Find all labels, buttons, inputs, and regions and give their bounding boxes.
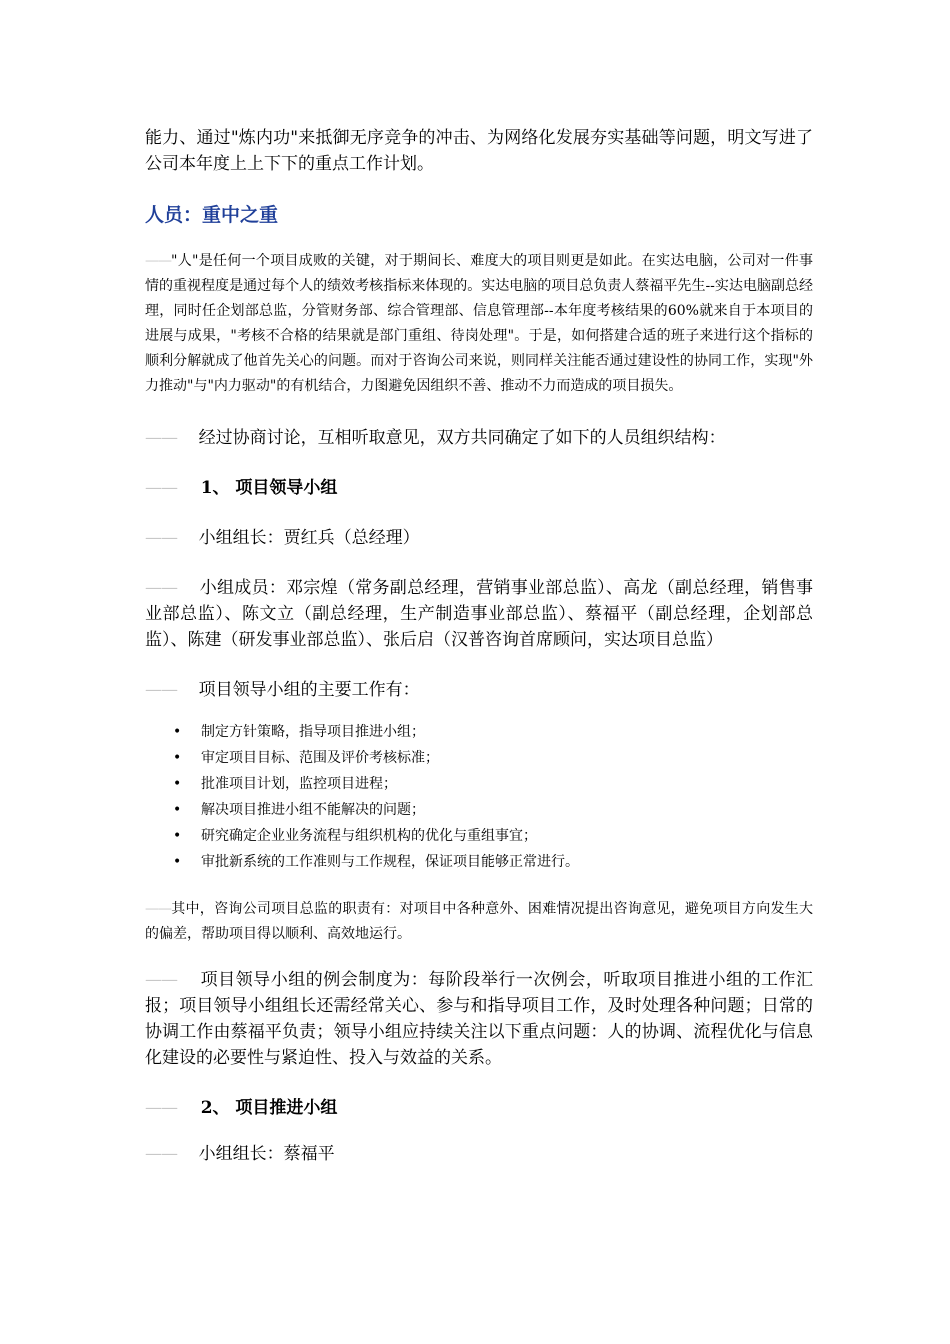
group1-duties-intro-text: 项目领导小组的主要工作有：	[198, 680, 420, 700]
list-item: • 解决项目推进小组不能解决的问题；	[145, 797, 813, 823]
list-item: • 审定项目目标、范围及评价考核标准；	[145, 745, 813, 771]
bullet-icon: •	[173, 802, 182, 818]
paragraph-text: 经过协商讨论，互相听取意见，双方共同确定了如下的人员组织结构：	[198, 428, 726, 448]
indent-dash: ——	[145, 680, 177, 700]
indent-dash: ——	[145, 478, 177, 498]
intro-paragraph	[145, 125, 813, 177]
meeting-text: 项目领导小组的例会制度为：每阶段举行一次例会，听取项目推进小组的工作汇报；项目领导小组组长还需经常关心、参与和指导项目工作，及时处理各种问题；日常的协调工作由蔡福平负责；领导小组应持续关注以下重点问题：人的协调、流程优化与信息化建设的必要性与紧迫性、投入与效益的关系。	[145, 970, 813, 1068]
list-item: • 审批新系统的工作准则与工作规程，保证项目能够正常进行。	[145, 849, 813, 875]
section-heading: 人员：重中之重	[145, 204, 279, 226]
group1-title	[145, 475, 813, 501]
list-item: • 批准项目计划，监控项目进程；	[145, 771, 813, 797]
group1-duties-list	[145, 719, 813, 875]
group1-members-text: 小组成员：邓宗煌（常务副总经理，营销事业部总监）、高龙（副总经理，销售事业部总监）、陈文立（副总经理，生产制造事业部总监）、蔡福平（副总经理，企划部总监）、陈建（研发事业部总监）、张后启（汉普咨询首席顾问，实达项目总监）	[145, 578, 813, 650]
bullet-icon: •	[173, 854, 182, 870]
bullet-icon: •	[173, 828, 182, 844]
list-item: • 制定方针策略，指导项目推进小组；	[145, 719, 813, 745]
paragraph-text: "人"是任何一个项目成败的关键，对于期间长、难度大的项目则更是如此。在实达电脑，公司对一件事情的重视程度是通过每个人的绩效考核指标来体现的。实达电脑的项目总负责人蔡福平先生--实达电脑副总经理，同时任企划部总监，分管财务部、综合管理部、信息管理部--本年度考核结果的60%就来自于本项目的进展与成果，"考核不合格的结果就是部门重组、待岗处理"。于是，如何搭建合适的班子来进行这个指标的顺利分解就成了他首先关心的问题。而对于咨询公司来说，则同样关注能否通过建设性的协同工作，实现"外力推动"与"内力驱动"的有机结合，力图避免因组织不善、推动不力而造成的项目损失。	[145, 253, 813, 394]
group2-leader	[145, 1141, 813, 1167]
group2-title-text: 2、 项目推进小组	[200, 1098, 338, 1118]
indent-dash: ——	[145, 1144, 177, 1164]
group1-duties-intro	[145, 677, 813, 703]
indent-dash: ——	[145, 428, 177, 448]
group1-title-text: 1、 项目领导小组	[200, 478, 338, 498]
group2-title	[145, 1095, 813, 1121]
bullet-icon: •	[173, 724, 182, 740]
group2-leader-text: 小组组长：蔡福平	[198, 1144, 335, 1164]
intro-text: 能力、通过"炼内功"来抵御无序竞争的冲击、为网络化发展夯实基础等问题，明文写进了公司本年度上上下下的重点工作计划。	[145, 128, 813, 174]
indent-dash: ——	[145, 253, 171, 269]
indent-dash: ——	[145, 528, 177, 548]
paragraph-structure-intro	[145, 425, 813, 451]
group1-members	[145, 575, 813, 653]
paragraph-people-importance	[145, 249, 813, 399]
group1-leader-text: 小组组长：贾红兵（总经理）	[198, 528, 420, 548]
group1-leader	[145, 525, 813, 551]
bullet-icon: •	[173, 750, 182, 766]
group1-meeting-rules	[145, 967, 813, 1071]
indent-dash: ——	[145, 578, 177, 598]
group1-consultant-duties	[145, 897, 813, 947]
document-page	[145, 121, 813, 1167]
indent-dash: ——	[145, 901, 171, 917]
bullet-icon: •	[173, 776, 182, 792]
list-item: • 研究确定企业业务流程与组织机构的优化与重组事宜；	[145, 823, 813, 849]
indent-dash: ——	[145, 970, 177, 990]
consultant-text: 其中，咨询公司项目总监的职责有：对项目中各种意外、困难情况提出咨询意见，避免项目方向发生大的偏差，帮助项目得以顺利、高效地运行。	[145, 901, 813, 942]
indent-dash: ——	[145, 1098, 177, 1118]
